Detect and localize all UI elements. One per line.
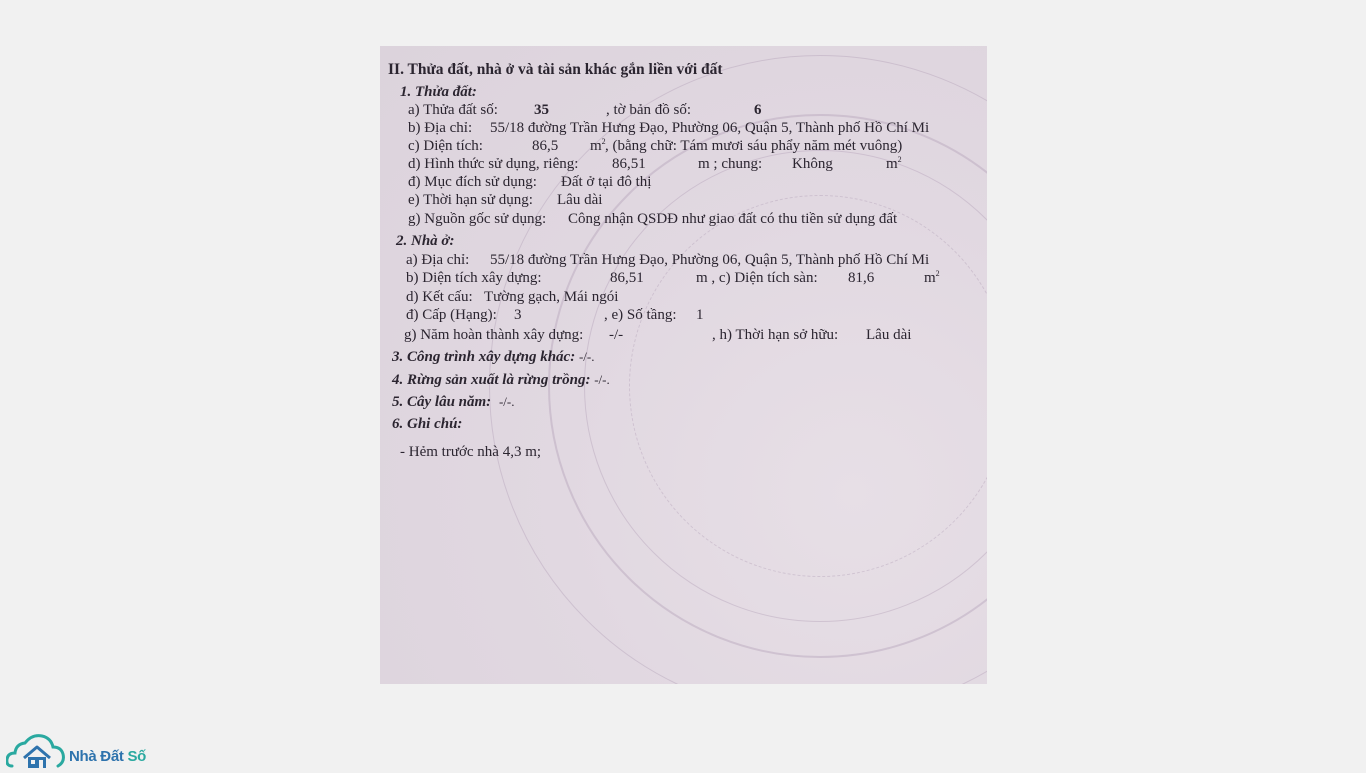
forest-value: -/-. <box>594 372 610 387</box>
land-area-words: , (bằng chữ: Tám mươi sáu phẩy năm mét vuông) <box>605 138 903 154</box>
house-build-area-value: 86,51 <box>610 270 644 286</box>
land-purpose-label: đ) Mục đích sử dụng: <box>408 174 537 190</box>
land-parcel-value: 35 <box>534 102 549 118</box>
house-floors-label: , e) Số tầng: <box>604 307 677 323</box>
house-structure-value: Tường gạch, Mái ngói <box>484 289 619 305</box>
house-grade-value: 3 <box>514 307 522 323</box>
land-address-row <box>408 120 930 137</box>
brand-name-part1: Nhà Đất <box>69 748 124 765</box>
other-works-row <box>392 349 594 366</box>
land-shared-label: m ; chung: <box>698 156 763 172</box>
perennial-row <box>392 394 514 411</box>
notes-title: 6. Ghi chú: <box>392 416 463 432</box>
house-grade-row <box>406 307 704 324</box>
notes-item: - Hẻm trước nhà 4,3 m; <box>400 444 542 460</box>
house-floor-area-label: m , c) Diện tích sàn: <box>696 270 818 286</box>
perennial-title: 5. Cây lâu năm: <box>392 394 492 410</box>
certificate-page <box>380 46 987 684</box>
house-structure-row <box>406 289 619 306</box>
forest-title: 4. Rừng sản xuất là rừng trồng: <box>392 372 591 388</box>
land-origin-label: g) Nguồn gốc sử dụng: <box>408 211 547 227</box>
land-map-value: 6 <box>754 102 762 118</box>
house-address-value: 55/18 đường Trần Hưng Đạo, Phường 06, Quận 5, Thành phố Hồ Chí Mi <box>490 252 930 268</box>
house-completion-label: g) Năm hoàn thành xây dựng: <box>404 327 584 343</box>
land-term-row <box>408 192 603 209</box>
land-area-row: c) Diện tích: 86,5 $m^2$ , (bằng chữ: Tám mươi sáu phẩy năm mét vuông) <box>408 137 903 154</box>
house-floor-area-unit: m <box>924 270 936 286</box>
land-parcel-row <box>408 102 762 119</box>
house-floor-area-value: 81,6 <box>848 270 875 286</box>
house-structure-label: d) Kết cấu: <box>406 289 473 305</box>
house-address-label: a) Địa chỉ: <box>406 252 470 268</box>
land-area-value: 86,5 <box>532 138 559 154</box>
land-purpose-row <box>408 174 652 191</box>
land-area-unit: m <box>590 138 602 154</box>
land-origin-value: Công nhận QSDĐ như giao đất có thu tiền sử dụng đất <box>568 211 898 227</box>
land-origin-row <box>408 211 898 228</box>
land-term-label: e) Thời hạn sử dụng: <box>408 192 533 208</box>
land-parcel-label: a) Thửa đất số: <box>408 102 498 118</box>
house-build-area-label: b) Diện tích xây dựng: <box>406 270 542 286</box>
other-works-value: -/-. <box>578 349 595 364</box>
land-term-value: Lâu dài <box>557 192 603 208</box>
land-purpose-value: Đất ở tại đô thị <box>561 174 652 190</box>
land-shared-unit: m <box>886 156 898 172</box>
land-usage-form-label: d) Hình thức sử dụng, riêng: <box>408 156 579 172</box>
house-grade-label: đ) Cấp (Hạng): <box>406 307 497 323</box>
land-usage-form-row: d) Hình thức sử dụng, riêng: 86,51 m ; chung: Không $m^2$ <box>408 155 902 172</box>
land-private-area: 86,51 <box>612 156 646 172</box>
other-works-title: 3. Công trình xây dựng khác: <box>392 349 576 365</box>
house-ownership-term-value: Lâu dài <box>866 327 912 343</box>
land-map-label: , tờ bản đồ số: <box>606 102 692 118</box>
brand-name <box>69 748 146 765</box>
land-area-label: c) Diện tích: <box>408 138 483 154</box>
land-shared-value: Không <box>792 156 833 172</box>
land-title: 1. Thửa đất: <box>400 84 477 100</box>
land-address-label: b) Địa chỉ: <box>408 120 473 136</box>
house-completion-row <box>404 327 912 344</box>
house-title: 2. Nhà ở: <box>396 233 455 249</box>
house-floors-value: 1 <box>696 307 704 323</box>
land-address-value: 55/18 đường Trần Hưng Đạo, Phường 06, Quận 5, Thành phố Hồ Chí Mi <box>490 120 930 136</box>
brand-name-part2: Số <box>127 748 147 765</box>
house-ownership-term-label: , h) Thời hạn sở hữu: <box>712 327 839 343</box>
perennial-value: -/-. <box>498 394 515 409</box>
house-completion-value: -/- <box>609 327 624 343</box>
house-build-area-row: b) Diện tích xây dựng: 86,51 m , c) Diện tích sàn: 81,6 $m^2$ <box>406 269 940 286</box>
house-address-row <box>406 252 930 269</box>
section-heading: II. Thửa đất, nhà ở và tài sản khác gắn liền với đất <box>388 61 723 78</box>
forest-row <box>392 372 610 389</box>
house-cloud-icon <box>6 732 68 768</box>
